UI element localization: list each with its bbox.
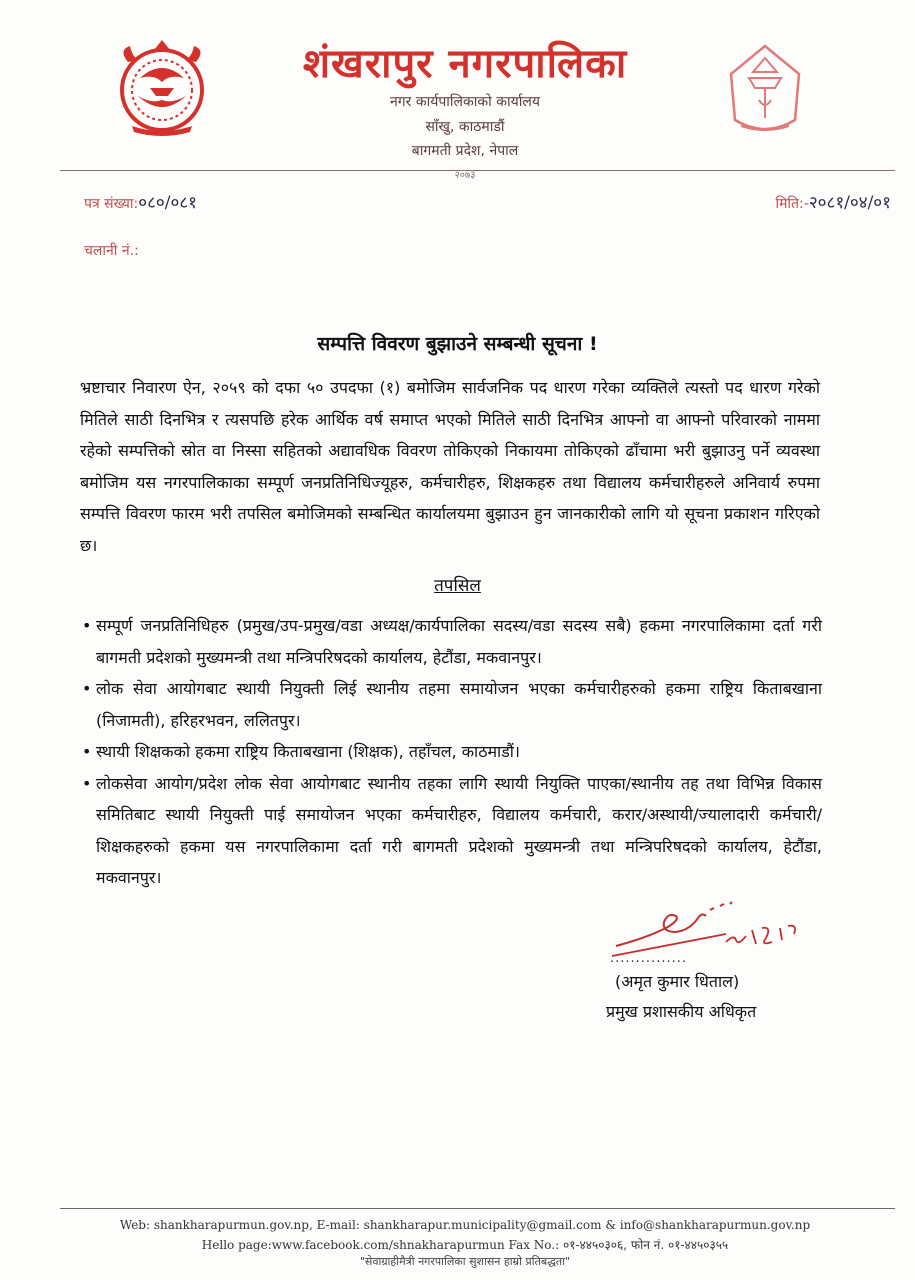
establishment-year: २०७३ [454, 170, 476, 181]
notice-title: सम्पत्ति विवरण बुझाउने सम्बन्धी सूचना ! [317, 333, 598, 355]
list-item: • लोक सेवा आयोगबाट स्थायी नियुक्ती लिई स्थानीय तहमा समायोजन भएका कर्मचारीहरुको हकमा राष्ट्रिय किताबखाना (निजामती), हरिहरभवन, ललितपुर। [82, 673, 822, 736]
letter-number [84, 190, 197, 213]
date-label: मिति:- [775, 196, 809, 212]
footer-slogan: "सेवाग्राहीमैत्री नगरपालिका सुशासन हाम्रो प्रतिबद्धता" [359, 1255, 571, 1268]
list-item: • सम्पूर्ण जनप्रतिनिधिहरु (प्रमुख/उप-प्रमुख/वडा अध्यक्ष/कार्यपालिका सदस्य/वडा सदस्य सबै) हकमा नगरपालिकामा दर्ता गरी बागमती प्रदेशको मुख्यमन्त्री तथा मन्त्रिपरिषदको कार्यालय, हेटौंडा, मकवानपुर। [82, 610, 822, 673]
list-item: • स्थायी शिक्षकको हकमा राष्ट्रिय किताबखाना (शिक्षक), तहाँचल, काठमाडौं। [82, 736, 822, 768]
date-value: २०८१/०४/०१ [808, 193, 891, 213]
header-divider [60, 170, 895, 171]
footer-web-email: Web: shankharapurmun.gov.np, E-mail: shankharapur.municipality@gmail.com & info@shankharapurmun.gov.np [119, 1218, 811, 1232]
office-name: नगर कार्यपालिकाको कार्यालय [390, 94, 540, 110]
municipality-name: शंखरापुर नगरपालिका [302, 41, 628, 87]
details-list [82, 610, 822, 894]
municipality-logo-icon [725, 42, 805, 140]
notice-paragraph: भ्रष्टाचार निवारण ऐन, २०५९ को दफा ५० उपदफा (१) बमोजिम सार्वजनिक पद धारण गरेका व्यक्तिले त्यस्तो पद धारण गरेको मितिले साठी दिनभित्र र त्यसपछि हरेक आर्थिक वर्ष समाप्त भएको मितिले साठी दिनभित्र आफ्नो वा आफ्नो परिवारको नाममा रहेको सम्पत्तिको स्रोत वा निस्सा सहितको अद्यावधिक विवरण तोकिएको निकायमा तोकिएको ढाँचामा भरी बुझाउनु पर्ने व्यवस्था बमोजिम यस नगरपालिकाका सम्पूर्ण जनप्रतिनिधिज्यूहरु, कर्मचारीहरु, शिक्षकहरु तथा विद्यालय कर्मचारीहरुले अनिवार्य रुपमा सम्पत्ति विवरण फारम भरी तपसिल बमोजिमको सम्बन्धित कार्यालयमा बुझाउन हुन जानकारीको लागि यो सूचना प्रकाशन गरिएको छ। [80, 378, 820, 555]
signer-name: (अमृत कुमार धिताल) [615, 972, 740, 991]
letter-date [775, 190, 891, 213]
signer-designation: प्रमुख प्रशासकीय अधिकृत [606, 1002, 757, 1021]
nepal-government-emblem-icon [110, 38, 214, 136]
dispatch-number-label: चलानी नं.: [84, 243, 139, 259]
list-item: • लोकसेवा आयोग/प्रदेश लोक सेवा आयोगबाट स्थानीय तहका लागि स्थायी नियुक्ति पाएका/स्थानीय तह तथा विभिन्न विकास समितिबाट स्थायी नियुक्ती पाई समायोजन भएका कर्मचारीहरु, विद्यालय कर्मचारी, करार/अस्थायी/ज्यालादारी कर्मचारी/शिक्षकहरुको हकमा यस नगरपालिकामा दर्ता गरी बागमती प्रदेशको मुख्यमन्त्री तथा मन्त्रिपरिषदको कार्यालय, हेटौंडा, मकवानपुर। [82, 768, 822, 894]
details-heading: तपसिल [434, 576, 481, 596]
footer-social-fax: Hello page:www.facebook.com/shnakharapurmun Fax No.: ०१-४४५०३०६, फोन नं. ०१-४४५०३५५ [201, 1238, 729, 1252]
office-province: बागमती प्रदेश, नेपाल [411, 143, 519, 159]
letter-number-value: ०८०/०८१ [138, 193, 198, 213]
footer-divider [60, 1208, 895, 1209]
office-location: साँखु, काठमाडौं [425, 119, 505, 135]
signature-line: ............... [610, 951, 687, 966]
letter-number-label: पत्र संख्या: [84, 196, 139, 212]
